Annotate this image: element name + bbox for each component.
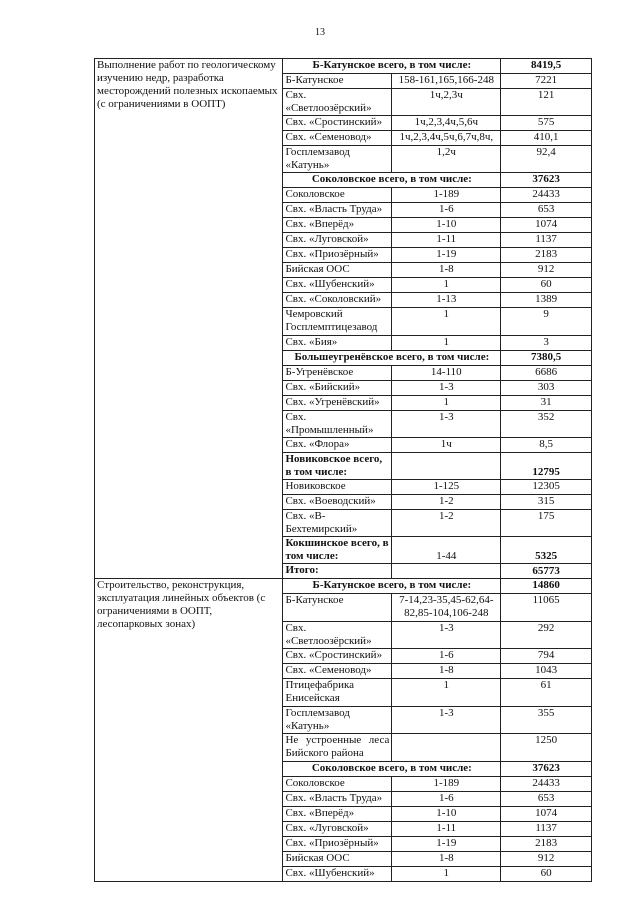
- forestry-subtotal-value: 8419,5: [501, 59, 592, 74]
- forestry-name-cell: Итого:: [283, 564, 392, 579]
- forestry-name-cell: Свх. «Власть Труда»: [283, 203, 392, 218]
- area-cell: 1137: [501, 233, 592, 248]
- plot-numbers-cell: 1: [392, 278, 501, 293]
- area-cell: 1250: [501, 734, 592, 762]
- forestry-name-cell: Новиковское: [283, 480, 392, 495]
- area-cell: 912: [501, 263, 592, 278]
- area-cell: 1074: [501, 807, 592, 822]
- area-cell: 410,1: [501, 131, 592, 146]
- forestry-subtotal-value: 7380,5: [501, 351, 592, 366]
- forestry-name-cell: Госплемзавод «Катунь»: [283, 707, 392, 734]
- area-cell: 6686: [501, 366, 592, 381]
- forestry-name-cell: Чемровский Госплемптицезавод: [283, 308, 392, 336]
- area-cell: 2183: [501, 248, 592, 263]
- forestry-name-cell: Госплемзавод «Катунь»: [283, 146, 392, 173]
- plot-numbers-cell: 1,2ч: [392, 146, 501, 173]
- forestry-name-cell: Соколовское: [283, 188, 392, 203]
- area-cell: 1074: [501, 218, 592, 233]
- plot-numbers-cell: 1-3: [392, 622, 501, 649]
- area-cell: 65773: [501, 564, 592, 579]
- subtotal-header-row: [95, 59, 592, 74]
- forestry-name-cell: Свх. «Семеновод»: [283, 131, 392, 146]
- area-cell: 1137: [501, 822, 592, 837]
- plot-numbers-cell: 1: [392, 867, 501, 882]
- plot-numbers-cell: 1ч,2,3,4ч,5,6ч: [392, 116, 501, 131]
- plot-numbers-cell: 1ч: [392, 438, 501, 453]
- forestry-name-cell: Птицефабрика Енисейская: [283, 679, 392, 707]
- plot-numbers-cell: [392, 564, 501, 579]
- area-cell: 653: [501, 792, 592, 807]
- forestry-subtotal-value: 37623: [501, 762, 592, 777]
- plot-numbers-cell: 1ч,2,3,4ч,5ч,6,7ч,8ч,: [392, 131, 501, 146]
- area-cell: 12795: [501, 453, 592, 480]
- forestry-name-cell: Бийская ООС: [283, 852, 392, 867]
- plot-numbers-cell: 1-3: [392, 381, 501, 396]
- area-cell: 912: [501, 852, 592, 867]
- plot-numbers-cell: 1: [392, 679, 501, 707]
- plot-numbers-cell: 1: [392, 308, 501, 336]
- forestry-name-cell: Свх. «Воеводский»: [283, 495, 392, 510]
- forestry-name-cell: Новиковское всего, в том числе:: [283, 453, 392, 480]
- area-cell: 24433: [501, 777, 592, 792]
- plot-numbers-cell: 1: [392, 396, 501, 411]
- plot-numbers-cell: 1-8: [392, 852, 501, 867]
- forestry-subtotal-label: Соколовское всего, в том числе:: [283, 173, 501, 188]
- plot-numbers-cell: 1-6: [392, 792, 501, 807]
- forestry-subtotal-value: 14860: [501, 579, 592, 594]
- area-cell: 1043: [501, 664, 592, 679]
- plot-numbers-cell: 1-44: [392, 537, 501, 564]
- area-cell: 92,4: [501, 146, 592, 173]
- plot-numbers-cell: 1-8: [392, 263, 501, 278]
- plot-numbers-cell: 1-6: [392, 649, 501, 664]
- area-cell: 292: [501, 622, 592, 649]
- area-cell: 1389: [501, 293, 592, 308]
- area-cell: 575: [501, 116, 592, 131]
- area-cell: 31: [501, 396, 592, 411]
- forestry-subtotal-value: 37623: [501, 173, 592, 188]
- activity-category-cell: Строительство, реконструкция, эксплуатация линейных объектов (с ограничениями в ООПТ, лесопарковых зонах): [95, 579, 283, 882]
- forestry-name-cell: Свх. «Светлоозёрский»: [283, 89, 392, 116]
- plot-numbers-cell: 158-161,165,166-248: [392, 74, 501, 89]
- area-cell: 3: [501, 336, 592, 351]
- plot-numbers-cell: 1-2: [392, 495, 501, 510]
- forestry-name-cell: Свх. «Вперёд»: [283, 218, 392, 233]
- plot-numbers-cell: 1-125: [392, 480, 501, 495]
- plot-numbers-cell: 1-19: [392, 248, 501, 263]
- forestry-name-cell: Свх. «Светлоозёрский»: [283, 622, 392, 649]
- activity-category-cell: Выполнение работ по геологическому изучению недр, разработка месторождений полезных ископаемых (с ограничениями в ООПТ): [95, 59, 283, 579]
- forestry-name-cell: Свх. «Луговской»: [283, 822, 392, 837]
- forestry-name-cell: Свх. «Приозёрный»: [283, 248, 392, 263]
- forestry-name-cell: Свх. «Сростинский»: [283, 649, 392, 664]
- forestry-name-cell: Свх. «Семеновод»: [283, 664, 392, 679]
- plot-numbers-cell: 1-2: [392, 510, 501, 537]
- forestry-name-cell: Свх. «Бийский»: [283, 381, 392, 396]
- forestry-name-cell: Кокшинское всего, в том числе:: [283, 537, 392, 564]
- plot-numbers-cell: 1-3: [392, 411, 501, 438]
- area-cell: 11065: [501, 594, 592, 622]
- plot-numbers-cell: 1-11: [392, 233, 501, 248]
- forestry-name-cell: Б-Катунское: [283, 74, 392, 89]
- forestry-subtotal-label: Б-Катунское всего, в том числе:: [283, 59, 501, 74]
- area-cell: 2183: [501, 837, 592, 852]
- area-cell: 7221: [501, 74, 592, 89]
- forestry-name-cell: Б-Угренёвское: [283, 366, 392, 381]
- forestry-name-cell: Свх. «Власть Труда»: [283, 792, 392, 807]
- area-cell: 5325: [501, 537, 592, 564]
- plot-numbers-cell: 1-189: [392, 777, 501, 792]
- forestry-name-cell: Свх. «Луговской»: [283, 233, 392, 248]
- page-number: 13: [315, 27, 325, 38]
- area-cell: 315: [501, 495, 592, 510]
- area-cell: 60: [501, 278, 592, 293]
- area-cell: 9: [501, 308, 592, 336]
- forestry-name-cell: Не устроенные леса Бийского района: [283, 734, 392, 762]
- plot-numbers-cell: 1-3: [392, 707, 501, 734]
- area-cell: 653: [501, 203, 592, 218]
- area-cell: 355: [501, 707, 592, 734]
- forestry-use-table: [94, 58, 592, 882]
- forestry-name-cell: Соколовское: [283, 777, 392, 792]
- area-cell: 8,5: [501, 438, 592, 453]
- plot-numbers-cell: 1-6: [392, 203, 501, 218]
- forestry-name-cell: Свх. «Бия»: [283, 336, 392, 351]
- area-cell: 24433: [501, 188, 592, 203]
- subtotal-header-row: [95, 579, 592, 594]
- forestry-name-cell: Свх. «Сростинский»: [283, 116, 392, 131]
- plot-numbers-cell: 1: [392, 336, 501, 351]
- forestry-name-cell: Свх. «Флора»: [283, 438, 392, 453]
- forestry-name-cell: Свх. «В-Бехтемирский»: [283, 510, 392, 537]
- forestry-name-cell: Свх. «Приозёрный»: [283, 837, 392, 852]
- forestry-name-cell: Свх. «Вперёд»: [283, 807, 392, 822]
- plot-numbers-cell: 1-189: [392, 188, 501, 203]
- plot-numbers-cell: 1-8: [392, 664, 501, 679]
- forestry-name-cell: Свх. «Соколовский»: [283, 293, 392, 308]
- forestry-subtotal-label: Соколовское всего, в том числе:: [283, 762, 501, 777]
- area-cell: 61: [501, 679, 592, 707]
- forestry-name-cell: Свх. «Угренёвский»: [283, 396, 392, 411]
- plot-numbers-cell: 1-10: [392, 218, 501, 233]
- plot-numbers-cell: 1ч,2,3ч: [392, 89, 501, 116]
- plot-numbers-cell: 1-11: [392, 822, 501, 837]
- area-cell: 12305: [501, 480, 592, 495]
- forestry-name-cell: Свх. «Шубенский»: [283, 867, 392, 882]
- area-cell: 303: [501, 381, 592, 396]
- area-cell: 352: [501, 411, 592, 438]
- plot-numbers-cell: 1-10: [392, 807, 501, 822]
- forestry-subtotal-label: Большеугренёвское всего, в том числе:: [283, 351, 501, 366]
- forestry-name-cell: Свх. «Шубенский»: [283, 278, 392, 293]
- area-cell: 121: [501, 89, 592, 116]
- plot-numbers-cell: 14-110: [392, 366, 501, 381]
- area-cell: 60: [501, 867, 592, 882]
- plot-numbers-cell: 7-14,23-35,45-62,64-82,85-104,106-248: [392, 594, 501, 622]
- plot-numbers-cell: 1-19: [392, 837, 501, 852]
- plot-numbers-cell: 1-13: [392, 293, 501, 308]
- forestry-name-cell: Свх. «Промышленный»: [283, 411, 392, 438]
- forestry-name-cell: Бийская ООС: [283, 263, 392, 278]
- forestry-name-cell: Б-Катунское: [283, 594, 392, 622]
- plot-numbers-cell: [392, 453, 501, 480]
- plot-numbers-cell: [392, 734, 501, 762]
- area-cell: 794: [501, 649, 592, 664]
- area-cell: 175: [501, 510, 592, 537]
- forestry-subtotal-label: Б-Катунское всего, в том числе:: [283, 579, 501, 594]
